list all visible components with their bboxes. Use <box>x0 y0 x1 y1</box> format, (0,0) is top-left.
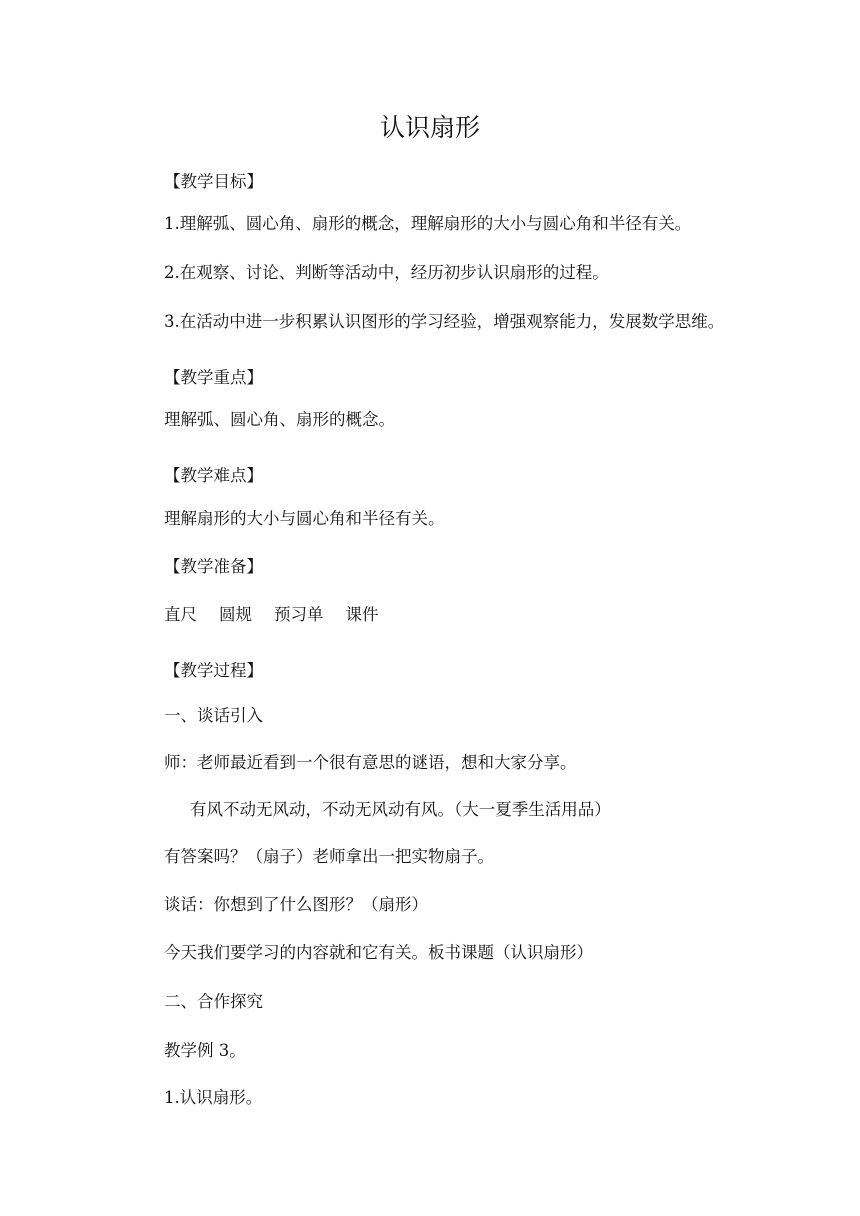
difficulties-heading: 【教学难点】 <box>164 466 263 485</box>
preparation-item-compass: 圆规 <box>219 605 252 624</box>
key-points-text: 理解弧、圆心角、扇形的概念。 <box>164 410 395 429</box>
process-line-9: 1.认识扇形。 <box>164 1088 263 1107</box>
difficulties-text: 理解扇形的大小与圆心角和半径有关。 <box>164 509 445 528</box>
objective-item-1: 1.理解弧、圆心角、扇形的概念，理解扇形的大小与圆心角和半径有关。 <box>164 214 692 233</box>
process-line-2: 师：老师最近看到一个很有意思的谜语，想和大家分享。 <box>164 753 577 772</box>
objectives-heading: 【教学目标】 <box>164 172 263 191</box>
key-points-heading: 【教学重点】 <box>164 368 263 387</box>
preparation-item-preview-sheet: 预习单 <box>274 605 324 624</box>
process-line-8: 教学例 3。 <box>164 1041 246 1060</box>
preparation-item-ruler: 直尺 <box>164 605 197 624</box>
process-line-5: 谈话：你想到了什么图形？（扇形） <box>164 895 428 914</box>
objective-item-3: 3.在活动中进一步积累认识图形的学习经验，增强观察能力，发展数学思维。 <box>164 312 725 331</box>
process-line-3: 有风不动无风动，不动无风动有风。（大一夏季生活用品） <box>190 800 611 819</box>
preparation-items <box>164 604 401 626</box>
objective-item-2: 2.在观察、讨论、判断等活动中，经历初步认识扇形的过程。 <box>164 263 609 282</box>
document-title: 认识扇形 <box>379 113 480 142</box>
preparation-item-courseware: 课件 <box>345 605 379 624</box>
process-line-4: 有答案吗？（扇子）老师拿出一把实物扇子。 <box>164 847 494 866</box>
process-heading: 【教学过程】 <box>164 661 263 680</box>
process-line-6: 今天我们要学习的内容就和它有关。板书课题（认识扇形） <box>164 943 593 962</box>
process-line-1: 一、谈话引入 <box>164 706 263 725</box>
process-line-7: 二、合作探究 <box>164 992 263 1011</box>
preparation-heading: 【教学准备】 <box>164 557 263 576</box>
